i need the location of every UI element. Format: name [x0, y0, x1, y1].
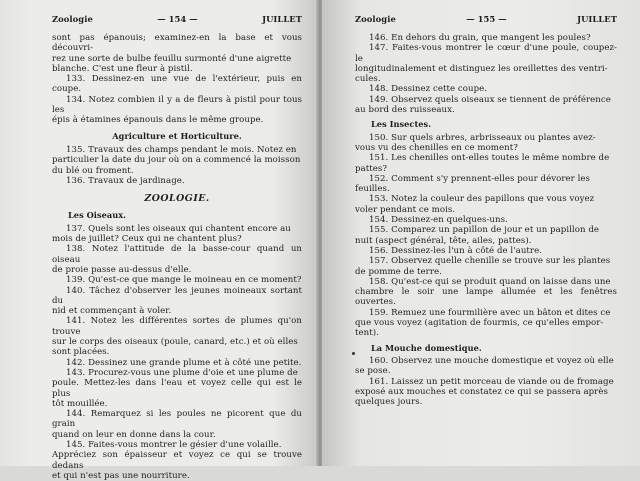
left-text-column: [52, 14, 302, 481]
text-line: longitudinalement et distinguez les oreillettes des ventri-: [355, 63, 608, 74]
text-line: poule. Mettez-les dans l'eau et voyez celle qui est le plus: [52, 378, 302, 399]
agriculture-heading: Agriculture et Horticulture.: [112, 130, 242, 141]
text-line: quelques jours.: [355, 397, 423, 408]
entry-142: 142. Dessinez une grande plume et à côté une petite.: [66, 357, 302, 368]
text-line: que vous voyez (agitation de fourmis, ce qu'elles empor-: [355, 318, 604, 329]
left-header-subject: Zoologie: [52, 14, 93, 24]
entry-148: 148. Dessinez cette coupe.: [369, 84, 488, 95]
ink-mark: [352, 352, 355, 355]
insects-heading: Les Insectes.: [371, 119, 432, 130]
entry-159: 159. Remuez une fourmilière avec un bâton et dites ce: [369, 307, 611, 318]
text-line: Appréciez son épaisseur et voyez ce qui se trouve dedans: [52, 450, 302, 471]
text-line: rez une sorte de bulbe feuillu surmonté d'une aigrette: [52, 53, 292, 64]
entry-136: 136. Travaux de jardinage.: [66, 175, 185, 186]
left-page: [0, 0, 318, 481]
text-line: sont pas épanouis; examinez-en la base et vous découvri-: [52, 33, 302, 54]
right-header-month: JUILLET: [577, 14, 617, 24]
left-running-header: [52, 14, 302, 25]
entry-147: 147. Faites-vous montrer le cœur d'une poule, coupez-le: [355, 43, 617, 64]
entry-155: 155. Comparez un papillon de jour et un papillon de: [369, 225, 600, 236]
entry-146: 146. En dehors du grain, que mangent les poules?: [369, 33, 591, 43]
right-page-number: — 155 —: [466, 14, 507, 24]
right-running-header: [355, 14, 617, 25]
zoologie-section-title: ZOOLOGIE.: [144, 193, 210, 205]
text-line: pattes?: [355, 163, 387, 174]
entry-157: 157. Observez quelle chenille se trouve sur les plantes: [369, 256, 611, 267]
text-line: tent).: [355, 328, 379, 339]
housefly-heading: La Mouche domestique.: [371, 342, 482, 353]
text-line: tôt mouillée.: [52, 398, 108, 409]
entry-138: 138. Notez l'attitude de la basse-cour quand un oiseau: [52, 244, 302, 265]
entry-141: 141. Notez les différentes sortes de plumes qu'on trouve: [52, 316, 302, 337]
entry-152: 152. Comment s'y prennent-elles pour dévorer les: [369, 173, 590, 184]
entry-143: 143. Procurez-vous une plume d'oie et une plume de: [66, 367, 298, 378]
entry-139: 139. Qu'est-ce que mange le moineau en ce moment?: [66, 275, 302, 286]
text-line: sur le corps des oiseaux (poule, canard, etc.) et où elles: [52, 337, 298, 348]
text-line: au bord des ruisseaux.: [355, 105, 455, 116]
entry-154: 154. Dessinez-en quelques-uns.: [369, 215, 508, 226]
entry-160: 160. Observez une mouche domestique et voyez où elle: [369, 355, 614, 366]
entry-134: 134. Notez combien il y a de fleurs à pistil pour tous les: [52, 94, 302, 116]
right-page: [322, 0, 640, 466]
text-line: vous vu des chenilles en ce moment?: [355, 142, 518, 153]
entry-150: 150. Sur quels arbres, arbrisseaux ou plantes avez-: [369, 132, 596, 143]
text-line: quand on leur en donne dans la cour.: [52, 429, 216, 440]
text-line: se pose.: [355, 366, 391, 377]
text-line: mois de juillet? Ceux qui ne chantent plus?: [52, 234, 242, 245]
entry-135: 135. Travaux des champs pendant le mois. Notez en: [66, 144, 297, 155]
entry-156: 156. Dessinez-les l'un à côté de l'autre.: [369, 245, 542, 256]
right-text-column: [355, 14, 617, 407]
entry-145: 145. Faites-vous montrer le gésier d'une volaille.: [66, 439, 282, 450]
entry-133: 133. Dessinez-en une vue de l'extérieur, puis en coupe.: [52, 74, 302, 95]
text-line: feuilles.: [355, 184, 390, 195]
birds-heading: Les Oiseaux.: [68, 210, 127, 221]
left-page-number: — 154 —: [157, 14, 198, 24]
text-line: nuit (aspect général, tête, ailes, pattes).: [355, 235, 532, 246]
text-line: de pomme de terre.: [355, 266, 442, 277]
text-line: cules.: [355, 74, 381, 85]
text-line: nid et commençant à voler.: [52, 306, 172, 317]
entry-140: 140. Tâchez d'observer les jeunes moineaux sortant du: [52, 285, 302, 306]
entry-158: 158. Qu'est-ce qui se produit quand on laisse dans une: [369, 276, 611, 287]
entry-144: 144. Remarquez si les poules ne picorent que du grain: [52, 409, 302, 430]
entry-149: 149. Observez quels oiseaux se tiennent de préférence: [369, 94, 611, 105]
text-line: voler pendant ce mois.: [355, 204, 456, 215]
text-line: chambre le soir une lampe allumée et les fenêtres ouvertes.: [355, 287, 617, 308]
text-line: de proie passe au-dessus d'elle.: [52, 264, 192, 275]
entry-153: 153. Notez la couleur des papillons que vous voyez: [369, 194, 595, 205]
text-line: exposé aux mouches et constatez ce qui se passera après: [355, 386, 608, 397]
left-header-month: JUILLET: [262, 14, 302, 24]
entry-151: 151. Les chenilles ont-elles toutes le même nombre de: [369, 153, 610, 164]
entry-137: 137. Quels sont les oiseaux qui chantent encore au: [66, 223, 291, 234]
text-line: particulier la date du jour où on a commencé la moisson: [52, 155, 301, 166]
right-header-subject: Zoologie: [355, 14, 396, 24]
text-line: sont placées.: [52, 347, 110, 358]
text-line: blanche. C'est une fleur à pistil.: [52, 63, 193, 74]
entry-161: 161. Laissez un petit morceau de viande ou de fromage: [369, 376, 614, 387]
text-line: et qui n'est pas une nourriture.: [52, 470, 190, 481]
text-line: épis à étamines épanouis dans le même groupe.: [52, 115, 264, 126]
text-line: du blé ou froment.: [52, 165, 134, 176]
